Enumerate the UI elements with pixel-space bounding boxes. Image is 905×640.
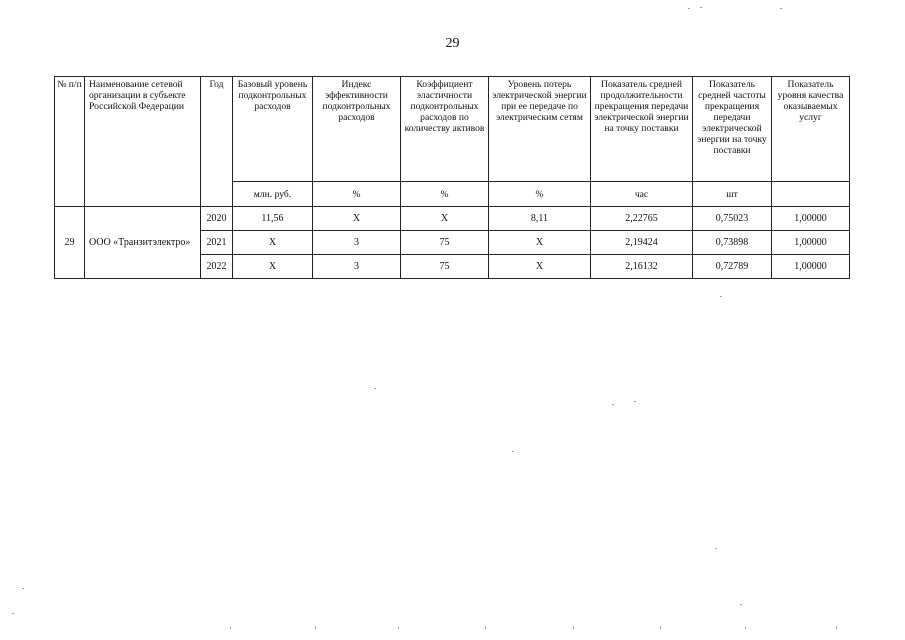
- scan-speck: [715, 548, 717, 549]
- unit-cell: [772, 182, 850, 207]
- col-header-quality: Показатель уровня качества оказываемых услуг: [772, 77, 850, 182]
- value-cell: 3: [313, 231, 401, 255]
- page-number: 29: [445, 36, 460, 51]
- value-cell: X: [233, 255, 313, 279]
- value-cell: 75: [401, 255, 489, 279]
- value-cell: 1,00000: [772, 207, 850, 231]
- year-cell: 2020: [201, 207, 233, 231]
- scan-speck: [22, 588, 24, 589]
- year-cell: 2022: [201, 255, 233, 279]
- value-cell: 8,11: [489, 207, 591, 231]
- scan-speck: [745, 626, 746, 629]
- col-header-frequency: Показатель средней частоты прекращения передачи электрической энергии на точку поставки: [693, 77, 772, 182]
- value-cell: 1,00000: [772, 255, 850, 279]
- value-cell: X: [401, 207, 489, 231]
- value-cell: 2,16132: [591, 255, 693, 279]
- col-header-organization: Наименование сетевой организации в субъекте Российской Федерации: [85, 77, 201, 207]
- scan-speck: [512, 451, 514, 452]
- scan-speck: [780, 8, 782, 9]
- scan-speck: [485, 626, 486, 629]
- scan-speck: [836, 626, 837, 629]
- scan-speck: [374, 388, 376, 389]
- unit-cell: %: [401, 182, 489, 207]
- value-cell: 3: [313, 255, 401, 279]
- scan-speck: [720, 296, 722, 297]
- scan-speck: [612, 404, 614, 405]
- scan-speck: [230, 626, 231, 629]
- scan-speck: [660, 626, 661, 629]
- value-cell: X: [313, 207, 401, 231]
- scan-speck: [315, 626, 316, 629]
- col-header-efficiency-index: Индекс эффективности подконтрольных расходов: [313, 77, 401, 182]
- unit-cell: %: [313, 182, 401, 207]
- value-cell: X: [233, 231, 313, 255]
- value-cell: X: [489, 255, 591, 279]
- col-header-elasticity: Коэффициент эластичности подконтрольных расходов по количеству активов: [401, 77, 489, 182]
- organization-name: ООО «Транзитэлектро»: [85, 207, 201, 279]
- scan-speck: [12, 613, 14, 614]
- scan-speck: [398, 626, 399, 629]
- col-header-losses: Уровень потерь электрической энергии при ее передаче по электрическим сетям: [489, 77, 591, 182]
- header-row: [55, 77, 850, 182]
- scan-speck: [634, 401, 636, 402]
- value-cell: 11,56: [233, 207, 313, 231]
- scan-speck: [700, 7, 702, 8]
- unit-cell: шт: [693, 182, 772, 207]
- value-cell: X: [489, 231, 591, 255]
- value-cell: 2,22765: [591, 207, 693, 231]
- scan-speck: [688, 8, 690, 9]
- col-header-year: Год: [201, 77, 233, 207]
- unit-cell: %: [489, 182, 591, 207]
- scan-speck: [573, 626, 574, 629]
- unit-cell: млн. руб.: [233, 182, 313, 207]
- value-cell: 1,00000: [772, 231, 850, 255]
- entry-number: 29: [55, 207, 85, 279]
- value-cell: 0,75023: [693, 207, 772, 231]
- value-cell: 2,19424: [591, 231, 693, 255]
- col-header-base-costs: Базовый уровень подконтрольных расходов: [233, 77, 313, 182]
- col-header-number: № п/п: [55, 77, 85, 207]
- value-cell: 0,73898: [693, 231, 772, 255]
- table-row: [55, 207, 850, 231]
- value-cell: 0,72789: [693, 255, 772, 279]
- value-cell: 75: [401, 231, 489, 255]
- scan-speck: [740, 604, 742, 605]
- regulation-table: [54, 76, 850, 279]
- unit-cell: час: [591, 182, 693, 207]
- year-cell: 2021: [201, 231, 233, 255]
- col-header-duration: Показатель средней продолжительности прекращения передачи электрической энергии на точку поставки: [591, 77, 693, 182]
